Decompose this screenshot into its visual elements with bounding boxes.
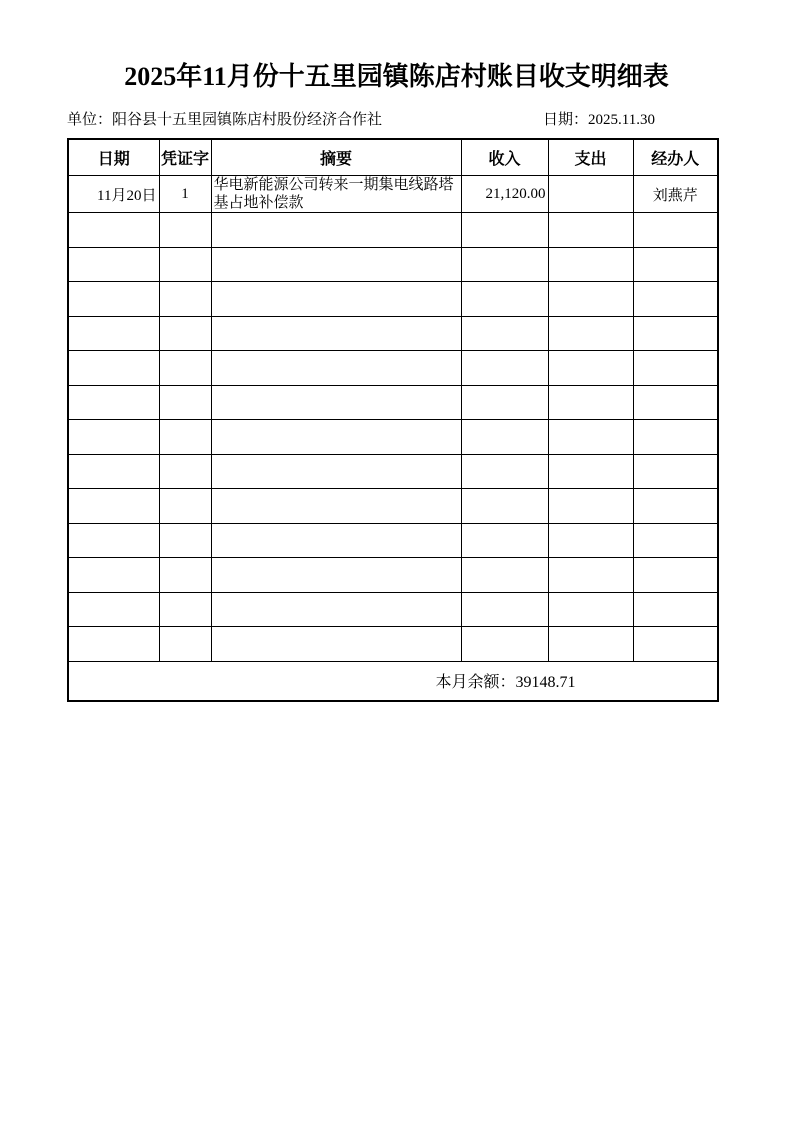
cell-expense	[548, 420, 633, 455]
cell-handler	[633, 316, 718, 351]
cell-summary	[211, 420, 461, 455]
cell-income	[461, 282, 548, 317]
cell-summary: 华电新能源公司转来一期集电线路塔基占地补偿款	[211, 176, 461, 213]
cell-summary	[211, 592, 461, 627]
cell-summary	[211, 523, 461, 558]
table-row	[68, 558, 718, 593]
cell-expense	[548, 282, 633, 317]
table-row	[68, 523, 718, 558]
cell-income	[461, 351, 548, 386]
cell-summary	[211, 627, 461, 662]
cell-voucher	[159, 213, 211, 248]
cell-expense	[548, 627, 633, 662]
table-row	[68, 489, 718, 524]
cell-date	[68, 282, 159, 317]
table-row	[68, 213, 718, 248]
cell-summary	[211, 385, 461, 420]
cell-handler	[633, 454, 718, 489]
cell-date	[68, 454, 159, 489]
cell-income	[461, 247, 548, 282]
cell-summary	[211, 247, 461, 282]
cell-voucher	[159, 247, 211, 282]
cell-date	[68, 316, 159, 351]
table-header	[68, 139, 718, 176]
header-row	[68, 139, 718, 176]
cell-date	[68, 489, 159, 524]
table-row	[68, 351, 718, 386]
cell-handler	[633, 592, 718, 627]
cell-income	[461, 592, 548, 627]
cell-date	[68, 592, 159, 627]
cell-income	[461, 213, 548, 248]
table-row	[68, 592, 718, 627]
header-handler: 经办人	[633, 139, 718, 176]
footer-row	[68, 661, 718, 701]
cell-income	[461, 558, 548, 593]
table-row	[68, 176, 718, 213]
cell-income: 21,120.00	[461, 176, 548, 213]
cell-income	[461, 627, 548, 662]
cell-voucher	[159, 627, 211, 662]
header-date: 日期	[68, 139, 159, 176]
cell-income	[461, 316, 548, 351]
cell-handler	[633, 627, 718, 662]
cell-voucher	[159, 385, 211, 420]
cell-voucher	[159, 316, 211, 351]
cell-summary	[211, 316, 461, 351]
cell-summary	[211, 213, 461, 248]
table-row	[68, 627, 718, 662]
cell-voucher: 1	[159, 176, 211, 213]
cell-income	[461, 385, 548, 420]
ledger-table	[67, 138, 719, 702]
cell-expense	[548, 523, 633, 558]
cell-expense	[548, 351, 633, 386]
cell-date	[68, 247, 159, 282]
table-row	[68, 282, 718, 317]
date-info: 日期：2025.11.30	[543, 112, 655, 128]
cell-expense	[548, 213, 633, 248]
cell-expense	[548, 558, 633, 593]
cell-date: 11月20日	[68, 176, 159, 213]
cell-date	[68, 351, 159, 386]
balance-label: 本月余额：	[435, 674, 516, 691]
cell-date	[68, 523, 159, 558]
cell-summary	[211, 454, 461, 489]
cell-voucher	[159, 420, 211, 455]
cell-summary	[211, 351, 461, 386]
table-footer	[68, 661, 718, 701]
cell-expense	[548, 316, 633, 351]
page-title: 2025年11月份十五里园镇陈店村账目收支明细表	[124, 62, 669, 91]
cell-expense	[548, 176, 633, 213]
header-voucher: 凭证字	[159, 139, 211, 176]
cell-voucher	[159, 592, 211, 627]
balance-value: 39148.71	[515, 674, 576, 691]
cell-income	[461, 420, 548, 455]
cell-date	[68, 558, 159, 593]
cell-handler	[633, 282, 718, 317]
cell-voucher	[159, 351, 211, 386]
table-body	[68, 176, 718, 662]
table-row	[68, 420, 718, 455]
cell-date	[68, 627, 159, 662]
cell-handler: 刘燕芹	[633, 176, 718, 213]
cell-expense	[548, 489, 633, 524]
cell-date	[68, 385, 159, 420]
cell-summary	[211, 282, 461, 317]
cell-handler	[633, 351, 718, 386]
cell-voucher	[159, 282, 211, 317]
cell-voucher	[159, 454, 211, 489]
cell-handler	[633, 213, 718, 248]
cell-date	[68, 213, 159, 248]
cell-income	[461, 523, 548, 558]
cell-summary	[211, 558, 461, 593]
header-summary: 摘要	[211, 139, 461, 176]
table-row	[68, 385, 718, 420]
unit-info: 单位：阳谷县十五里园镇陈店村股份经济合作社	[67, 112, 383, 128]
cell-income	[461, 454, 548, 489]
cell-handler	[633, 489, 718, 524]
cell-expense	[548, 247, 633, 282]
cell-expense	[548, 454, 633, 489]
cell-expense	[548, 385, 633, 420]
cell-handler	[633, 247, 718, 282]
cell-handler	[633, 523, 718, 558]
cell-handler	[633, 420, 718, 455]
cell-voucher	[159, 523, 211, 558]
cell-voucher	[159, 489, 211, 524]
header-expense: 支出	[548, 139, 633, 176]
monthly-balance	[68, 661, 718, 701]
cell-handler	[633, 558, 718, 593]
info-row	[67, 110, 655, 130]
table-row	[68, 454, 718, 489]
cell-income	[461, 489, 548, 524]
cell-voucher	[159, 558, 211, 593]
table-row	[68, 247, 718, 282]
cell-date	[68, 420, 159, 455]
cell-summary	[211, 489, 461, 524]
header-income: 收入	[461, 139, 548, 176]
cell-expense	[548, 592, 633, 627]
cell-handler	[633, 385, 718, 420]
table-row	[68, 316, 718, 351]
